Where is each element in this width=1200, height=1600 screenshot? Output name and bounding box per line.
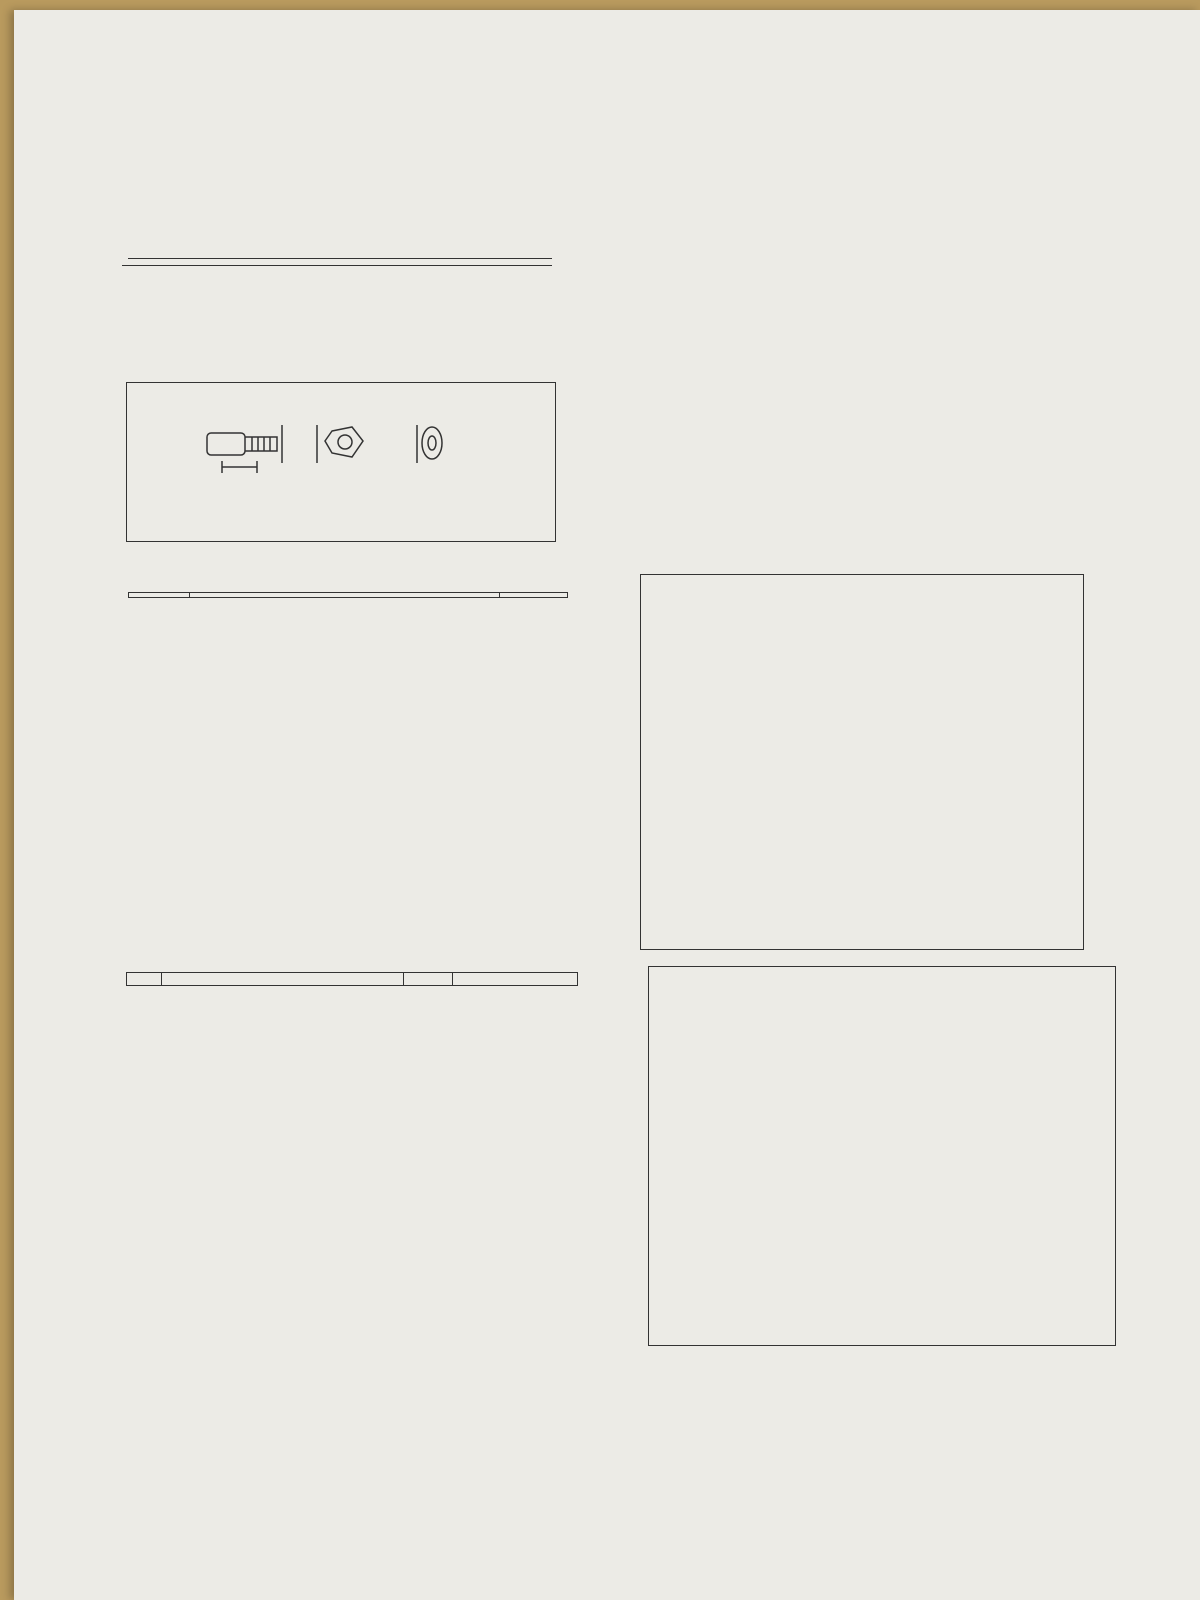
header-qty [500,593,568,598]
table-header-row [129,593,568,598]
vinyl-bag-table [126,972,578,986]
note-block [122,254,552,266]
header-no [129,593,190,598]
header-part-name [162,973,404,986]
manual-page [14,10,1200,1600]
dimension-illustration [127,383,555,541]
parts-drawing-top [641,575,1083,949]
parts-illustration-bottom [648,966,1116,1346]
header-qty [404,973,453,986]
header-remarks [453,973,578,986]
parts-illustration-top [640,574,1084,950]
note-rule [128,258,552,259]
carton-box-table [128,592,568,598]
header-part-name [190,593,500,598]
parts-drawing-bottom [649,967,1115,1345]
dimension-diagram [126,382,556,542]
note-bottom-rule [122,265,552,266]
header-no [127,973,162,986]
table-header-row [127,973,578,986]
